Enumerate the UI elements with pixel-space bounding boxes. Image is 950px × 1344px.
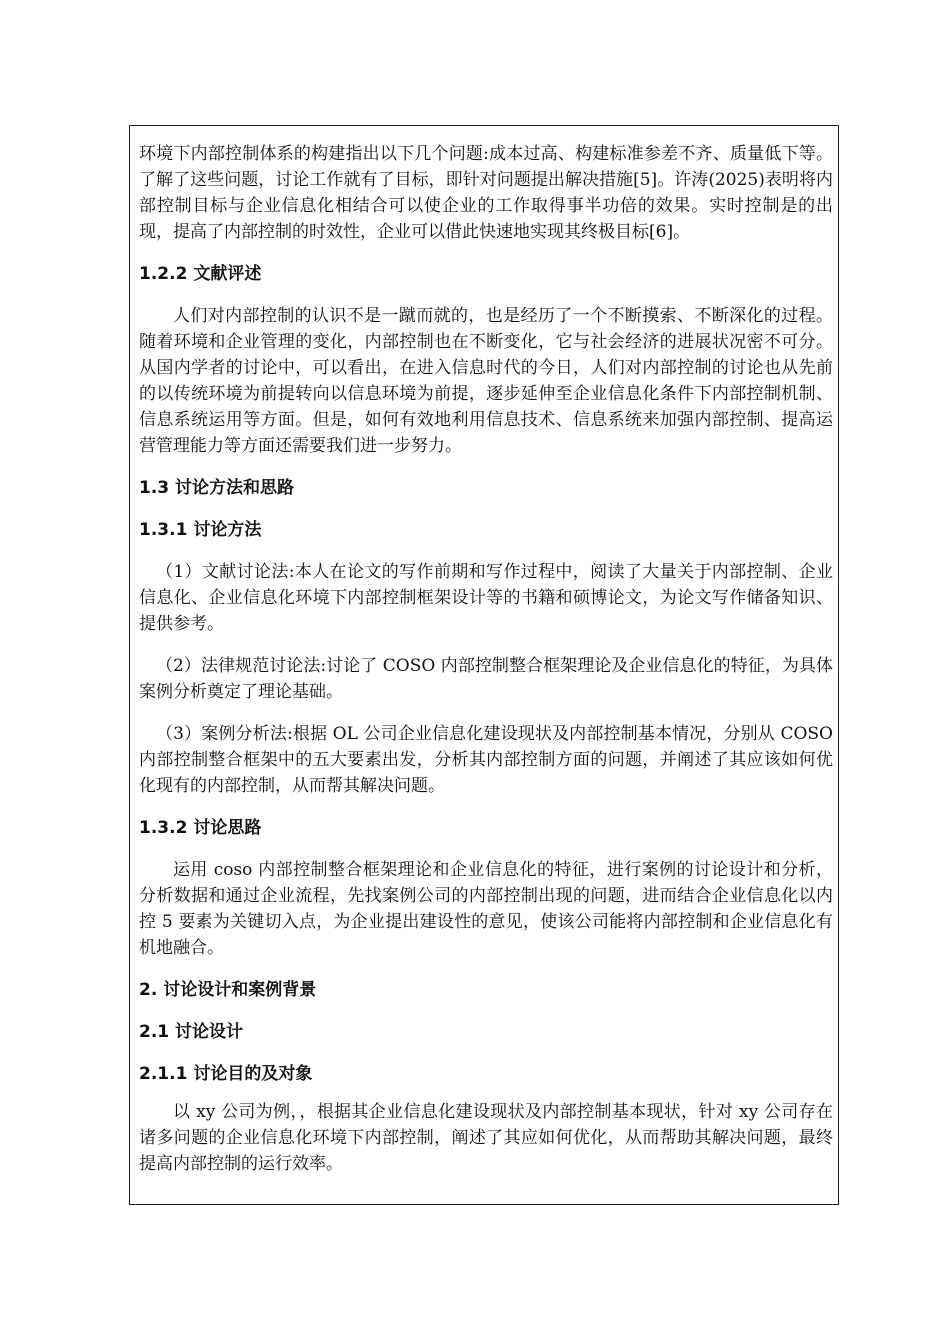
document-body (139, 141, 833, 1177)
method-item-3: （3）案例分析法:根据 OL 公司企业信息化建设现状及内部控制基本情况，分别从 COSO 内部控制整合框架中的五大要素出发，分析其内部控制方面的问题，并阐述了其应该如何优化现有的内部控制，从而帮其解决问题。 (139, 724, 833, 796)
heading-1-2-2: 1.2.2 文献评述 (139, 264, 262, 284)
heading-1-3: 1.3 讨论方法和思路 (139, 478, 295, 498)
method-item-2: （2）法律规范讨论法:讨论了 COSO 内部控制整合框架理论及企业信息化的特征，为具体案例分析奠定了理论基础。 (139, 656, 833, 702)
method-item-1: （1）文献讨论法:本人在论文的写作前期和写作过程中，阅读了大量关于内部控制、企业信息化、企业信息化环境下内部控制框架设计等的书籍和硕博论文，为论文写作储备知识、提供参考。 (139, 562, 833, 634)
heading-2-1-1: 2.1.1 讨论目的及对象 (139, 1064, 313, 1084)
paragraph-purpose: 以 xy 公司为例，，根据其企业信息化建设现状及内部控制基本现状，针对 xy 公司存在诸多问题的企业信息化环境下内部控制，阐述了其应如何优化，从而帮助其解决问题，最终提高内部控制的运行效率。 (139, 1102, 833, 1174)
heading-1-3-2: 1.3.2 讨论思路 (139, 818, 262, 838)
heading-2: 2. 讨论设计和案例背景 (139, 980, 317, 1000)
heading-1-3-1: 1.3.1 讨论方法 (139, 520, 262, 540)
paragraph-continuation: 环境下内部控制体系的构建指出以下几个问题:成本过高、构建标准参差不齐、质量低下等。了解了这些问题，讨论工作就有了目标，即针对问题提出解决措施[5]。许涛(2025)表明将内部控制目标与企业信息化相结合可以使企业的工作取得事半功倍的效果。实时控制是的出现，提高了内部控制的时效性，企业可以借此快速地实现其终极目标[6]。 (139, 144, 833, 242)
paragraph-literature-review: 人们对内部控制的认识不是一蹴而就的，也是经历了一个不断摸索、不断深化的过程。随着环境和企业管理的变化，内部控制也在不断变化，它与社会经济的进展状况密不可分。从国内学者的讨论中，可以看出，在进入信息时代的今日，人们对内部控制的讨论也从先前的以传统环境为前提转向以信息环境为前提，逐步延伸至企业信息化条件下内部控制机制、信息系统运用等方面。但是，如何有效地利用信息技术、信息系统来加强内部控制、提高运营管理能力等方面还需要我们进一步努力。 (139, 306, 833, 456)
paragraph-approach: 运用 coso 内部控制整合框架理论和企业信息化的特征，进行案例的讨论设计和分析，分析数据和通过企业流程，先找案例公司的内部控制出现的问题，进而结合企业信息化以内控 5 要素为关键切入点，为企业提出建设性的意见，使该公司能将内部控制和企业信息化有机地融合。 (139, 860, 833, 958)
heading-2-1: 2.1 讨论设计 (139, 1022, 244, 1042)
